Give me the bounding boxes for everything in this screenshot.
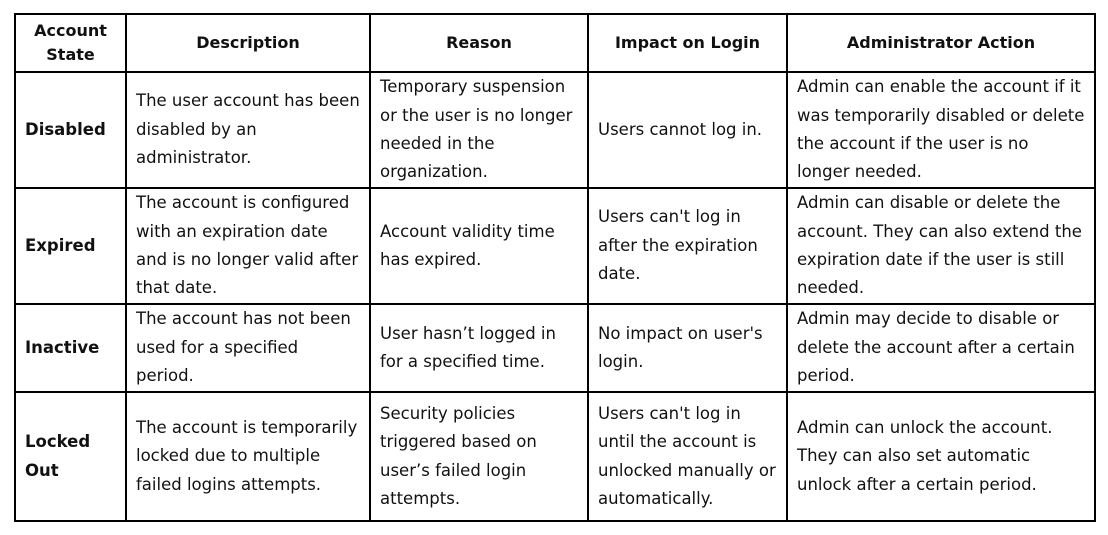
cell-state: Locked Out (15, 392, 126, 521)
header-reason: Reason (370, 14, 588, 72)
cell-action: Admin can disable or delete the account. They can also extend the expiration date if the user is still needed. (787, 188, 1095, 304)
header-row (15, 14, 1095, 72)
cell-impact: No impact on user's login. (588, 304, 787, 392)
header-description: Description (126, 14, 370, 72)
cell-reason: Security policies triggered based on user’s failed login attempts. (370, 392, 588, 521)
account-states-table (14, 13, 1096, 522)
cell-impact: Users can't log in until the account is unlocked manually or automatically. (588, 392, 787, 521)
cell-action: Admin can unlock the account. They can also set automatic unlock after a certain period. (787, 392, 1095, 521)
table-row (15, 392, 1095, 521)
header-account-state: Account State (15, 14, 126, 72)
cell-state: Disabled (15, 72, 126, 188)
cell-description: The account is temporarily locked due to multiple failed logins attempts. (126, 392, 370, 521)
cell-impact: Users can't log in after the expiration date. (588, 188, 787, 304)
cell-action: Admin can enable the account if it was temporarily disabled or delete the account if the user is no longer needed. (787, 72, 1095, 188)
cell-description: The account has not been used for a specified period. (126, 304, 370, 392)
cell-state: Expired (15, 188, 126, 304)
cell-impact: Users cannot log in. (588, 72, 787, 188)
header-impact-on-login: Impact on Login (588, 14, 787, 72)
cell-description: The user account has been disabled by an administrator. (126, 72, 370, 188)
cell-description: The account is configured with an expiration date and is no longer valid after that date. (126, 188, 370, 304)
cell-action: Admin may decide to disable or delete the account after a certain period. (787, 304, 1095, 392)
header-administrator-action: Administrator Action (787, 14, 1095, 72)
table-row (15, 188, 1095, 304)
cell-reason: User hasn’t logged in for a specified time. (370, 304, 588, 392)
cell-reason: Account validity time has expired. (370, 188, 588, 304)
table-row (15, 304, 1095, 392)
table-row (15, 72, 1095, 188)
cell-state: Inactive (15, 304, 126, 392)
cell-reason: Temporary suspension or the user is no longer needed in the organization. (370, 72, 588, 188)
